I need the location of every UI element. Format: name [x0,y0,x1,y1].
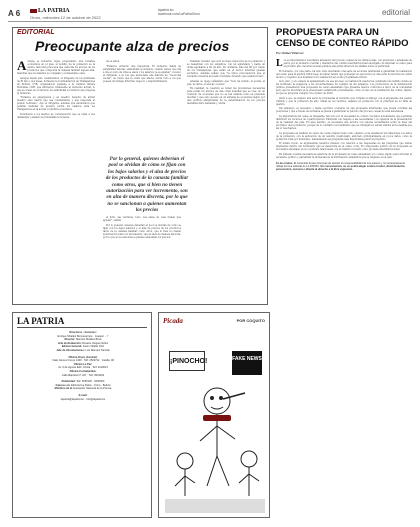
cartoon-speech-banner: ¡PINOCHO! [169,351,205,371]
editorial-article [12,27,268,305]
masthead-line: Oficina Cochabamba: Calle Baptista N° 247 · Telf: 4501452 [61,369,105,377]
masthead-line: Oficina Oruro (Central): Calle Jaimes Freyre 1400 · Telf: 2522722 · Casilla: 48 [52,355,114,363]
paragraph: El mismo modo, se argumentan nuestros mismos con relación a las respuestas de las preguntas que deben plantearse dentro del formulario que se desarrolla en el censo corto. El componente político de la propuesta se encuentra enraizado en la coyuntura relacionada con el Cabildo Cruceño como protesta interinstitucional. [276,142,412,152]
paragraph: Por lo general, quienes deberían el pool se olvidan de cómo se fijan con los bajos salarios y el alza de precios de los productos tanto de la canasta familiar como otros, que si bien no tienen autorización para ver incremento, van en alza de manera discreta, por lo que no se sanciona a quienes aumentan los precios. [103,223,181,239]
masthead-line: Editora General: Karen Villalta Ortiz [61,345,105,349]
cartoon-sign: FAKE NEWS [232,351,262,375]
masthead-line: Impreso en: Editorial La Patria · Oruro - Bolivia [55,383,111,387]
masthead-line: Directores - Gerentes: Enrique Miralles Bonnecarrere · Joaquín ...† [57,331,109,338]
editorial-column-2 [103,60,181,84]
paragraph: Acto esto, y en ocasión al aplazamiento de ese proceso, la realización exacta fue celebrada vía Cabildo donde se ha notificado la exigencia a los incontractuales de cumplir un sin embargo. Los promotores de la deliberación pública presentaron una propuesta de censo adelantado que presenta nuevos contornos a favor de la comunidad pero que no incurrían en el presupuesto establecido previamente, como el caso de la realización del conteo rápido, ya que se proponía cumplir con el plazo de 2023. [276,80,412,96]
editorial-label: EDITORIAL [17,29,55,36]
masthead-line: Jefe de Redacción: Rosario Vargas Núñez [57,341,109,345]
paragraph: También reclamó que sólo se tiene reducción de la población y se benefician con los subsidios, con un agrandado y hasta un doble aguinaldo a fin de año. No obstante, más del 80 por ciento de los trabajadores que están en el sector informal quedan excluidos. Además señaló que "la única preocupación que el Gobierno muestra al pueblo boliviano diciendo que estamos bien". [187,60,265,78]
masthead-line: Miembro de la Asociación Nacional de la Prensa [54,387,112,391]
paragraph: Sin embargo, es necesario y hasta oportuno ocuparse de una propuesta intermedia, que pueda conciliar las posiciones y que a través de la misma se pueda a garantizar el período del proceso censal de esta naturaleza. [276,107,412,114]
newspaper-logo: LA PATRIA [30,8,70,14]
issue-date: Oruro, miércoles 12 de octubre de 2022 [30,15,101,20]
drop-cap: A [17,58,27,73]
paragraph: Solicitaron a los medios de comunicación que se unan a sus demandas y analizó la problemática reciente. [17,112,95,119]
editorial-title: Preocupante alza de precios [35,38,230,54]
paragraph: En síntesis, resulta necesaria la apertura de la propuesta de censo adelantado y/o conteo rápido para afrontar el escenario político y garantizar la idoneidad de la información estadística que se requiere en el país. [276,152,412,159]
paragraph: La propuesta de realizar un censo de conteo rápido tiene como objetivo el de establecer sin dilaciones, los datos de la población, con la aplicación de un sencillo cuestionario enfocado principalmente en pocos datos, como la población total por municipio, manteniendo las preguntas más importantes para tal propósito. [276,131,412,141]
masthead-line: Publicidad: Telf: 5250125 · 5250500 [61,380,105,384]
editorial-column-3 [187,60,265,107]
masthead-line: Jefe de Informaciones: Luis Mamani Tanzaki [56,348,110,352]
flag-icon [30,9,37,13]
paragraph: el lidro, las verduras, todo. Las amas de casa tienen que ajustar", señaló. [103,216,181,222]
column-byline: Por: Rafael Villarroel [276,51,304,55]
editorial-column-2-bottom [103,216,181,240]
page-number: A 6 [8,9,21,18]
paragraph: Aunque hayan sido cuestionados, el dirigente de los gremiales de El Alto y sus bases, formaron la Confederación de Trabajadores de Bolivia, CTB, organización paralela a la Central Obrera Boliviana, COB, que afirmaron totalmente al Gobierno actual, lo que se crean en el discurso de estabilidad económica que pregona el Gobierno. [17,76,95,95]
paragraph: "Estamos en emergencia y en nuestro derecho de armar nuestro ente matriz que sea contestatario y que responda al pueblo boliviano", dijo el dirigente, además que anunciaron que pedirán medidas de presión contra los salarios para los trabajadores en la actual coyuntura económica. [17,96,95,112]
header-contacts [158,8,200,16]
cartoon-logo: Picada [163,317,183,325]
column-body: Los acontecimientos suscitados alrededor del proceso censal de los últimos días, con presiones y amenazas de paros por el Gobierno Central y miembros del comité interinstitucional encargado de impulsar el censo para el próximo año, llevaron la tarea pública una grata situación de análisis sobre el particular. El Gobierno, por una parte, ha sido visto mezclando una serie de acciones tendientes a garantizar la realización del censo para la gestión 2024 luego de haber tenido que postergar su ejecución por una serie de factores de orden técnico y logístico que impidieron su realización en el año programado inicial. Acto esto, y en ocasión al aplazamiento de ese proceso, la realización exacta fue celebrada vía Cabildo donde se ha notificado la exigencia a los incontractuales de cumplir un sin embargo. Los promotores de la deliberación pública presentaron una propuesta de censo adelantado que presenta nuevos contornos a favor de la comunidad pero que no incurrían en el presupuesto establecido previamente, como el caso de la realización del conteo rápido, ya que se proponía cumplir con el plazo de 2023. Junto a eso, se sugiere una serie de propuestas al Gobierno que rompan el diálogo con el argumento del pueblo Cabildo y que la población ha sido citada en los recintos, dejando su población con el principal de su falta de gestión. Sin embargo, es necesario y hasta oportuno ocuparse de una propuesta intermedia, que pueda conciliar las posiciones y que a través de la misma se pueda a garantizar el período del proceso censal de esta naturaleza. La importancia del censo es innegable, tan solo por la necesidad de contar con datos actualizados que permitan distribuir los recursos de coparticipación tributaria con respeto a las necesidades y la vigencia de la presentación de la realidad del país. En este sentido, es necesaria una lectura con valores actualizados sobre la base del prorrateo de la población, porque de lo contrario los resultados que se obtengan no serían válidos en la medida que así lo resolvamos. La propuesta de realizar un censo de conteo rápido tiene como objetivo el de establecer sin dilaciones, los datos de la población, con la aplicación de un sencillo cuestionario enfocado principalmente en pocos datos, como la población total por municipio, manteniendo las preguntas más importantes para tal propósito. El mismo modo, se argumentan nuestros mismos con relación a las respuestas de las preguntas que deben plantearse dentro del formulario que se desarrolla en el censo corto. El componente político de la propuesta se encuentra enraizado en la coyuntura relacionada con el Cabildo Cruceño como protesta interinstitucional. En síntesis, resulta necesaria la apertura de la propuesta de censo adelantado y/o conteo rápido para afrontar el escenario político y garantizar la idoneidad de la información estadística que se requiere en el país. [276,58,412,159]
editorial-column-1: Aunque el Gobierno sigue pregonando una bonanza económica en el país, el bolsillo de la población se la siente, más bien preocupa que cada día los precios de los productos que componen la canasta familiar siguen alza, mientras que los salarios se congelan y el desempleo sube. Aunque hayan sido cuestionados, el dirigente de los gremiales de El Alto y sus bases, formaron la Confederación de Trabajadores de Bolivia, CTB, organización paralela a la Central Obrera Boliviana, COB, que afirmaron totalmente al Gobierno actual, lo que se crean en el discurso de estabilidad económica que pregona el Gobierno. "Estamos en emergencia y en nuestro derecho de armar nuestro ente matriz que sea contestatario y que responda al pueblo boliviano", dijo el dirigente, además que anunciaron que pedirán medidas de presión contra los salarios para los trabajadores en la actual coyuntura económica. Solicitaron a los medios de comunicación que se unan a sus demandas y analizó la problemática reciente. [17,58,95,119]
paragraph: "Estamos viviendo una impostura. El Gobierno habla de estabilidad laboral, estabilidad económica, cuando vemos que día a día el costo de vida se eleva y los salarios ya se ajustan", recalcó el dirigente, a la vez que anunciaba una marcha de "cacerolas vacías", en razón que la crisis que afecta, sobre todo a los que poseen un trabajo informal, negocio o emprendimiento. [103,64,181,83]
paragraph: Además se quejó señalando que "todo ha subido, el aceite, el pan, la carne, el azúcar, el arroz [187,79,265,86]
paragraph: El Gobierno, por una parte, ha sido visto mezclando una serie de acciones tendientes a garantizar la realización del censo para la gestión 2024 luego de haber tenido que postergar su ejecución por una serie de factores de orden técnico y logístico que impidieron su realización en el año programado inicial. [276,69,412,79]
divider [17,327,147,328]
paragraph: Junto a eso, se sugiere una serie de propuestas al Gobierno que rompan el diálogo con el argumento del pueblo Cabildo y que la población ha sido citada en los recintos, dejando su población con el principal de su falta de gestión. [276,96,412,106]
masthead-box [12,312,152,518]
masthead-line: Oficina La Paz: Av. 6 de Agosto Edif. Cristal · Telf: 2119013 [58,362,108,370]
column-title: PROPUESTA PARA UN CENSO DE CONTEO RÁPIDO [276,27,409,49]
paragraph: La importancia del censo es innegable, tan solo por la necesidad de contar con datos actualizados que permitan distribuir los recursos de coparticipación tributaria con respeto a las necesidades y la vigencia de la presentación de la realidad del país. En este sentido, es necesaria una lectura con valores actualizados sobre la base del prorrateo de la población, porque de lo contrario los resultados que se obtengan no serían válidos en la medida que así lo resolvamos. [276,114,412,130]
paragraph: de su salud. [106,60,120,63]
page-header [8,6,412,22]
masthead-line: Director: Marcelo Miralles Bové [64,338,102,342]
paragraph: En realidad, la cuestión es tomar las previsiones necesarias para evitar los efectos de una crisis mundial que se vive, en un contexto de economía que no es tan estable como se pretende mostrar y que esto sucede en un sistema de economía regido por una política antiprimaria de la determinación de los precios mediante libre demanda y oferta. [187,87,265,106]
masthead-lines [19,331,147,401]
drop-cap: L [276,58,283,69]
column-disclaimer: Fe de erratas: El contenido de las columnas de opinión es responsabilidad de sus autores y no necesariamente refleja la línea editorial de LA PATRIA. En consecuencia, no se podrá alegar contra el autor, discriminación, persecución, censura o afrenta al derecho a la libre expresión. [276,161,406,172]
website-link[interactable]: lapatria.bo [158,8,174,12]
section-name: editorial [381,8,410,17]
social-link[interactable]: facebook.com/LaPatriaOruro [158,12,201,17]
cartoon-box [158,312,270,518]
pull-quote: Por lo general, quienes deberían el pool se olvidan de cómo se fijan con los bajos salarios y el alza de precios de los productos de la canasta familiar como otros, que si bien no tienen autorización para ver incremento, son en alza de manera discreta, por lo que no se sancionan a quienes aumentan los precios [105,156,189,214]
cartoon-illustration [165,331,265,513]
cartoon-byline: POR COQUITO [236,318,265,323]
masthead-line: E-mail: lapatria@lapatria.bo · info@lapatria.bo [60,393,106,401]
masthead-name: LA PATRIA [17,316,65,326]
opinion-column [276,27,412,517]
